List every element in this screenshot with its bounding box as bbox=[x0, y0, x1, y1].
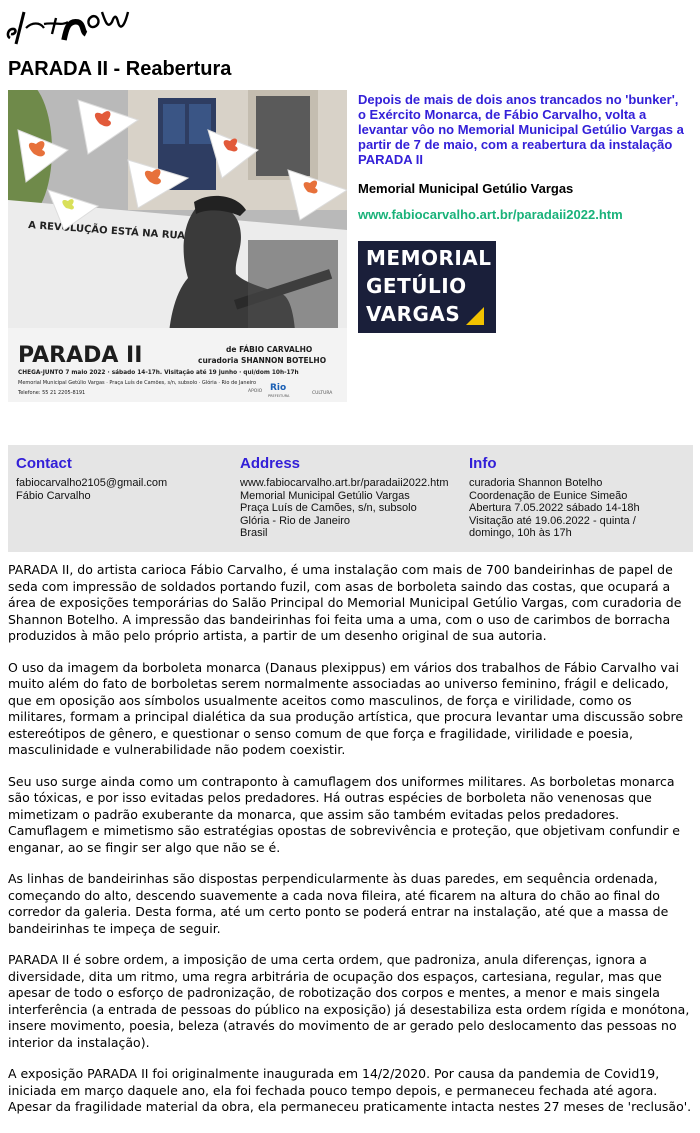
memorial-logo-line3: VARGAS bbox=[366, 302, 461, 326]
lead-text: Depois de mais de dois anos trancados no 'bunker', o Exército Monarca, de Fábio Carvalho, volta a levantar vôo no Memorial Municipal Getúlio Vargas a partir de 7 de maio, com a reabertura da instalação PARADA II bbox=[358, 92, 684, 167]
poster-address: Memorial Municipal Getúlio Vargas · Praça Luís de Camões, s/n, subsolo · Glória · Rio de Janeiro bbox=[18, 380, 257, 386]
poster-title: PARADA II bbox=[18, 343, 143, 368]
article-body bbox=[8, 562, 692, 1131]
poster-support-label: APOIO bbox=[248, 389, 263, 394]
memorial-logo-line1: MEMORIAL bbox=[366, 246, 492, 270]
info-line: curadoria Shannon Botelho bbox=[469, 477, 603, 489]
poster-artist: de FÁBIO CARVALHO bbox=[226, 345, 313, 354]
article-paragraph: As linhas de bandeirinhas são dispostas perpendicularmente às duas paredes, em sequência ordenada, começando do alto, descendo suavemente a cada nova fileira, até ficarem na altura do chão ao final do corredor da galeria. Desta forma, até um certo ponto se poderá entrar na instalação, até que a massa de bandeirinhas te impeça de seguir. bbox=[8, 871, 669, 936]
venue-name: Memorial Municipal Getúlio Vargas bbox=[358, 181, 574, 196]
poster-rio-logo: Rio bbox=[270, 383, 287, 393]
address-line: Memorial Municipal Getúlio Vargas bbox=[240, 489, 410, 502]
article-paragraph: Seu uso surge ainda como um contraponto à camuflagem dos uniformes militares. As borboletas monarca são tóxicas, e por isso evitadas pelos predadores. Há outras espécies de borboleta não venenosas que mimetizam o padrão exuberante da monarca, que assim são também evitadas pelos predadores. Camuflagem e mimetismo são estratégias opostas de sobrevivência e proteção, que objetivam confundir e enganar, ao se fingir ser algo que não se é. bbox=[8, 773, 680, 855]
article-paragraph: O uso da imagem da borboleta monarca (Danaus plexippus) em vários dos trabalhos de Fábio Carvalho vai muito além do fato de borboletas serem normalmente associadas ao universo feminino, frágil e delicado, que em oposição aos símbolos usualmente aceitos como masculinos, de força e virilidade, como os militares, formam a principal dialética da sua produção artística, que procura levantar uma discussão sobre estereótipos de gênero, e questionar o senso comum de que força e fragilidade, virilidade e poesia, masculinidade e vulnerabilidade não podem coexistir. bbox=[8, 659, 684, 757]
page-title: PARADA II - Reabertura bbox=[8, 58, 232, 80]
contact-heading: Contact bbox=[16, 455, 72, 472]
contact-email[interactable]: fabiocarvalho2105@gmail.com bbox=[16, 477, 168, 489]
poster-curator: curadoria SHANNON BOTELHO bbox=[198, 356, 327, 365]
poster-prefeitura-label: PREFEITURA bbox=[268, 394, 290, 398]
info-line: domingo, 10h às 17h bbox=[469, 527, 572, 539]
info-line: Visitação até 19.06.2022 - quinta / bbox=[469, 514, 636, 527]
memorial-logo bbox=[358, 241, 496, 333]
address-line: Brasil bbox=[240, 527, 268, 539]
contact-name: Fábio Carvalho bbox=[16, 489, 91, 502]
address-line: Glória - Rio de Janeiro bbox=[240, 514, 351, 527]
address-url[interactable]: www.fabiocarvalho.art.br/paradaii2022.htm bbox=[240, 477, 449, 489]
exhibition-link[interactable]: www.fabiocarvalho.art.br/paradaii2022.htm bbox=[358, 207, 623, 222]
info-section bbox=[469, 455, 640, 540]
article-paragraph: PARADA II, do artista carioca Fábio Carvalho, é uma instalação com mais de 700 bandeirinhas de papel de seda com impressão de soldados portando fuzil, com asas de borboleta saindo das costas, que ocupará a área de exposições temporárias do Salão Principal do Memorial Municipal Getúlio Vargas, com curadoria de Shannon Botelho. A impressão das bandeirinhas foi feita uma a uma, com o uso de carimbos de borracha produzidos à mão pelo próprio artista, a partir de um desenho original de sua autoria. bbox=[8, 562, 682, 643]
intro-column bbox=[358, 92, 688, 222]
memorial-logo-line2: GETÚLIO bbox=[366, 274, 467, 298]
address-section bbox=[240, 455, 449, 540]
address-heading: Address bbox=[240, 455, 301, 472]
poster-banner-text: A REVOLUÇÃO ESTÁ NA RUA bbox=[27, 220, 186, 242]
info-line: Abertura 7.05.2022 sábado 14-18h bbox=[469, 502, 640, 514]
article-paragraph: A exposição PARADA II foi originalmente inaugurada em 14/2/2020. Por causa da pandemia de Covid19, iniciada em março daquele ano, ela foi fechada pouco tempo depois, e permaneceu fechada até agora. Apesar da fragilidade material da obra, ela permaneceu praticamente intacta nestes 27 meses de 'reclusão'. bbox=[8, 1066, 692, 1114]
article-paragraph: PARADA II é sobre ordem, a imposição de uma certa ordem, que padroniza, anula diferenças, ignora a diversidade, dita um ritmo, uma regra arbitrária de ocupação dos espaços, cartesiana, regular, mas que apesar de todo o esforço de padronização, de robotização dos corpos e mentes, a menor e mais singela interferência (a entrada de pessoas do público na exposição) já desestabiliza esta ordem rígida e monótona, insere movimento, poesia, beleza (através do movimento de ar gerado pelo deslocamento das pessoas no interior da instalação). bbox=[8, 952, 690, 1050]
triangle-icon bbox=[466, 307, 486, 325]
contact-section bbox=[16, 455, 167, 502]
info-heading: Info bbox=[469, 455, 497, 472]
address-line: Praça Luís de Camões, s/n, subsolo bbox=[240, 502, 417, 514]
poster-cultura-label: CULTURA bbox=[312, 391, 333, 396]
info-box bbox=[8, 445, 693, 552]
poster-dates: CHEGA-JUNTO 7 maio 2022 · sábado 14-17h. Visitação até 19 junho · qui/dom 10h-17h bbox=[18, 370, 299, 376]
info-line: Coordenação de Eunice Simeão bbox=[469, 489, 628, 502]
poster-phone: Telefone: 55 21 2205-8191 bbox=[18, 390, 86, 396]
site-logo[interactable] bbox=[6, 4, 130, 54]
exhibition-poster bbox=[8, 90, 347, 402]
